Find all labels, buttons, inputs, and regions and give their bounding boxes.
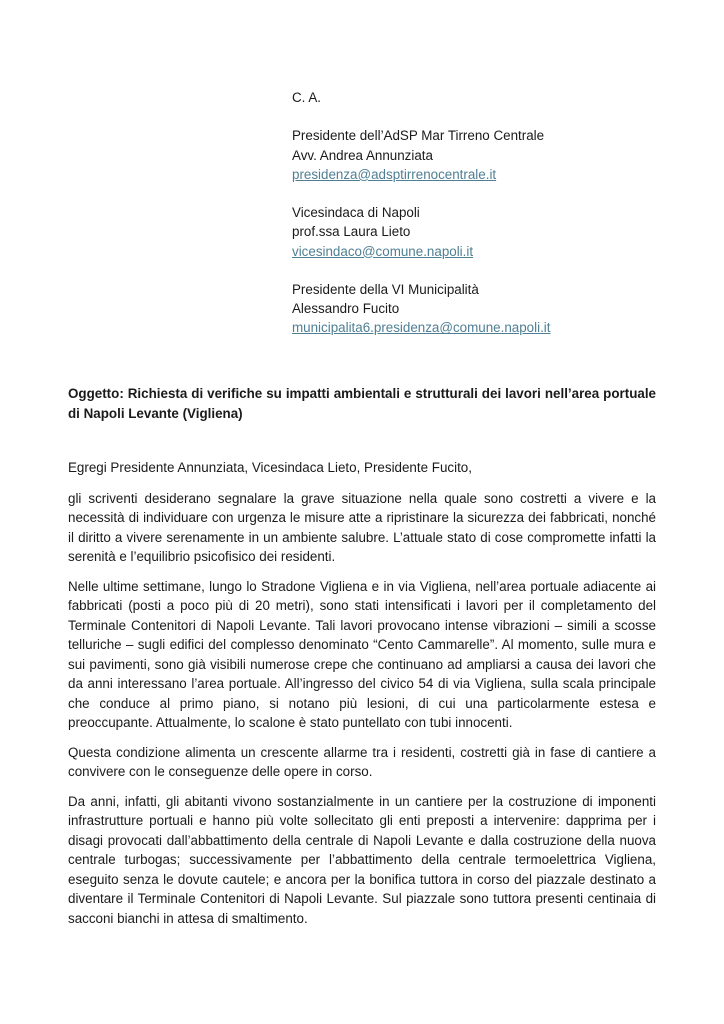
recipient-name: prof.ssa Laura Lieto — [292, 224, 411, 240]
recipient-email-link[interactable]: vicesindaco@comune.napoli.it — [292, 243, 474, 259]
recipient-name: Alessandro Fucito — [292, 301, 400, 317]
body-paragraph: Da anni, infatti, gli abitanti vivono sostanzialmente in un cantiere per la costruzione di imponenti infrastrutture portuali e hanno più volte sollecitato gli enti preposti a intervenire: dapprima per i disagi provocati dall’abbattimento della centrale di Napoli Levante e dalla costruzione della nuova centrale turbogas; successivamente per l’abbattimento della centrale termoelettrica Vigliena, eseguito senza le dovute cautele; e ancora per la bonifica tuttora in corso del piazzale destinato a diventare il Terminale Contenitori di Napoli Levante. Sul piazzale sono tuttora presenti centinaia di sacconi bianchi in attesa di smaltimento. — [68, 793, 656, 926]
letter-body — [68, 458, 656, 938]
recipient-email-link[interactable]: presidenza@adsptirrenocentrale.it — [292, 166, 497, 182]
letter-subject: Oggetto: Richiesta di verifiche su impatti ambientali e strutturali dei lavori nell’area portuale di Napoli Levante (Vigliena) — [68, 386, 656, 421]
recipient-address-block — [292, 88, 551, 338]
recipient-title: Presidente dell’AdSP Mar Tirreno Centrale — [292, 128, 545, 144]
body-paragraph: Nelle ultime settimane, lungo lo Stradone Vigliena e in via Vigliena, nell’area portuale adiacente ai fabbricati (posti a poco più di 20 metri), sono stati intensificati i lavori per il completamento del Terminale Contenitori di Napoli Levante. Tali lavori provocano intense vibrazioni – simili a scosse telluriche – sugli edifici del complesso denominato “Cento Cammarelle”. Al momento, sulle mura e sui pavimenti, sono già visibili numerose crepe che continuano ad ampliarsi a causa dei lavori che da anni interessano l’area portuale. All’ingresso del civico 54 di via Vigliena, sulla scala principale che conduce al primo piano, si notano più lesioni, di cui una particolarmente estesa e preoccupante. Attualmente, lo scalone è stato puntellato con tubi innocenti. — [68, 578, 656, 730]
body-paragraph: gli scriventi desiderano segnalare la grave situazione nella quale sono costretti a vivere e la necessità di individuare con urgenza le misure atte a ripristinare la sicurezza dei fabbricati, nonché il diritto a vivere serenamente in un ambiente salubre. L’attuale stato di cose compromette infatti la serenità e l’equilibrio psicofisico dei residenti. — [68, 490, 656, 564]
attention-header: C. A. — [292, 90, 322, 105]
recipient-title: Vicesindaca di Napoli — [292, 205, 420, 221]
salutation: Egregi Presidente Annunziata, Vicesindaca Lieto, Presidente Fucito, — [68, 460, 472, 475]
recipient-name: Avv. Andrea Annunziata — [292, 147, 433, 163]
body-paragraph: Questa condizione alimenta un crescente allarme tra i residenti, costretti già in fase di cantiere a convivere con le conseguenze delle opere in corso. — [68, 744, 656, 779]
recipient-email-link[interactable]: municipalita6.presidenza@comune.napoli.it — [292, 320, 551, 336]
recipient-title: Presidente della VI Municipalità — [292, 281, 479, 297]
